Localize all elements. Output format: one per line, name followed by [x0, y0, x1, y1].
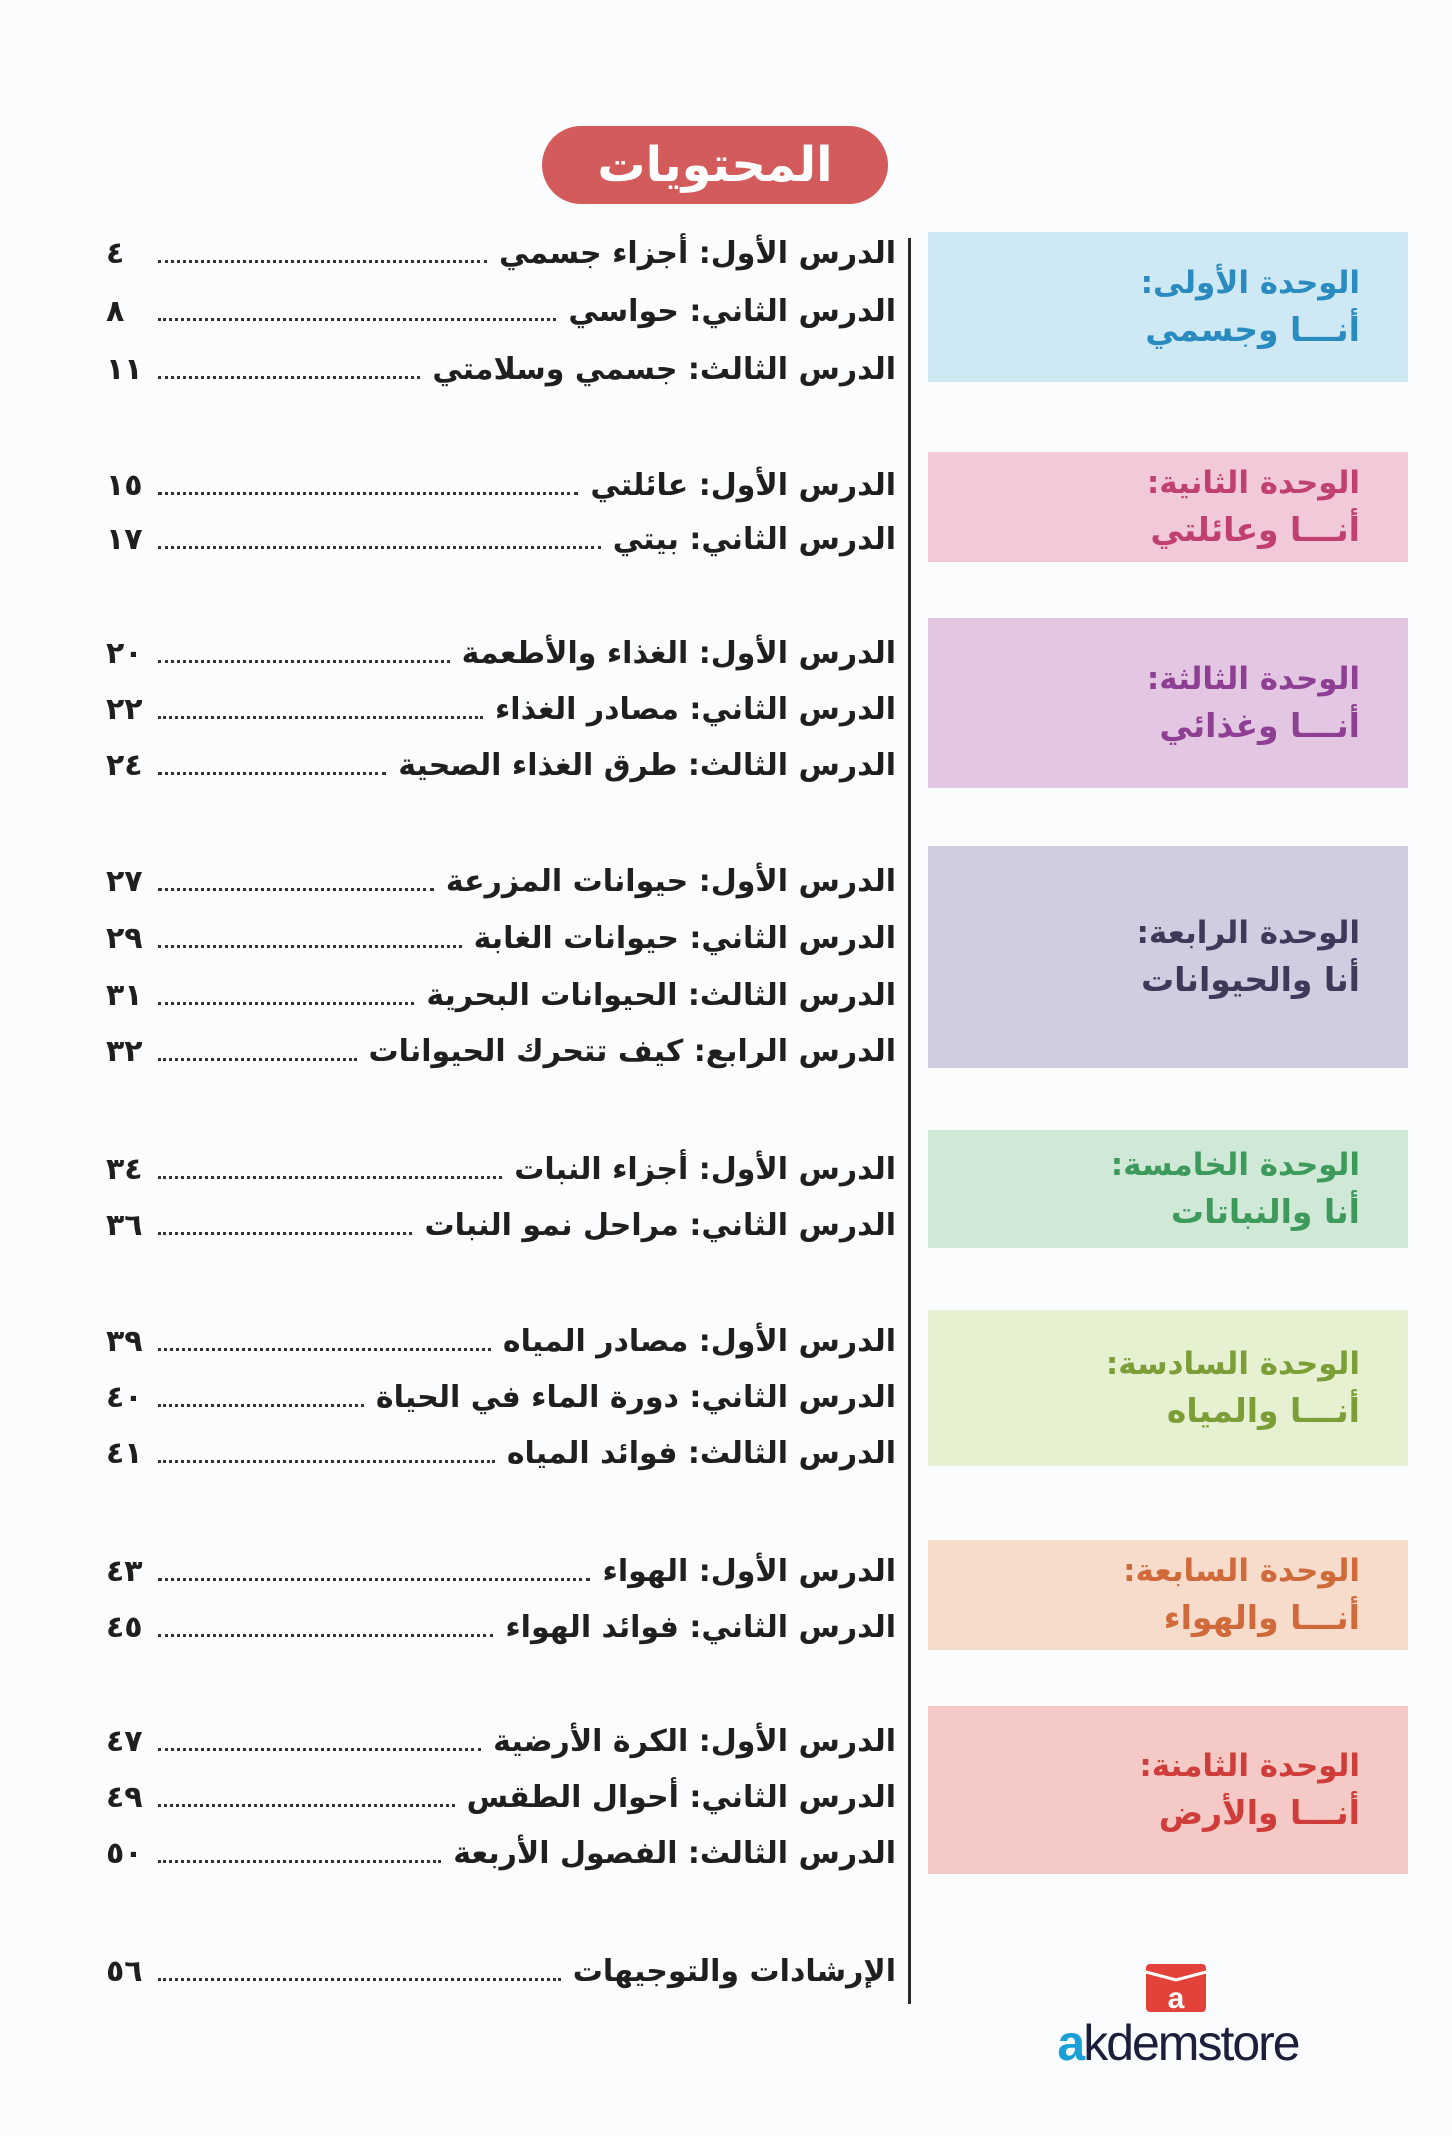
- unit-box: [928, 846, 1408, 1068]
- lesson-entry[interactable]: [106, 1546, 896, 1596]
- lesson-label: الدرس الأول: الكرة الأرضية: [493, 1723, 896, 1759]
- logo-glyph: a: [1167, 1982, 1185, 2015]
- unit-subtitle: أنـــا والأرض: [1158, 1793, 1360, 1832]
- page-number: ٢٧: [106, 863, 143, 899]
- page-number: ٥٦: [106, 1953, 143, 1989]
- dot-leader: [158, 1002, 414, 1005]
- dot-leader: [158, 1404, 364, 1407]
- lesson-label: الدرس الثالث: جسمي وسلامتي: [432, 351, 896, 387]
- dot-leader: [158, 888, 434, 891]
- page-number: ٢٤: [106, 747, 143, 783]
- unit-box: [928, 618, 1408, 788]
- lesson-entry[interactable]: [106, 228, 896, 278]
- lesson-entry[interactable]: [106, 1200, 896, 1250]
- lesson-entry[interactable]: [106, 628, 896, 678]
- page-number: ٤٥: [106, 1609, 143, 1645]
- dot-leader: [158, 546, 601, 549]
- lesson-entry[interactable]: [106, 1316, 896, 1366]
- logo-text: akdemstore: [1057, 2015, 1299, 2071]
- lesson-entry[interactable]: [106, 1144, 896, 1194]
- page-number: ٢٩: [106, 920, 143, 956]
- lesson-entry[interactable]: [106, 460, 896, 510]
- lesson-label: الدرس الأول: مصادر المياه: [502, 1323, 896, 1359]
- page-number: ٢٠: [106, 635, 143, 671]
- dot-leader: [158, 1860, 441, 1863]
- unit-name: الوحدة الثامنة:: [1139, 1748, 1360, 1784]
- lesson-label: الدرس الثاني: بيتي: [612, 521, 896, 557]
- unit-name: الوحدة الرابعة:: [1136, 915, 1360, 951]
- unit-box: [928, 232, 1408, 382]
- column-divider: [908, 238, 911, 2004]
- dot-leader: [158, 945, 462, 948]
- page-number: ٣٤: [106, 1151, 143, 1187]
- lesson-entry[interactable]: [106, 286, 896, 336]
- lesson-entry[interactable]: [106, 344, 896, 394]
- dot-leader: [158, 1348, 491, 1351]
- page-number: ٤٣: [106, 1553, 143, 1589]
- lesson-label: الدرس الأول: الهواء: [602, 1553, 896, 1589]
- lesson-entry[interactable]: [106, 1428, 896, 1478]
- lesson-entry[interactable]: [106, 1716, 896, 1766]
- lesson-label: الدرس الثاني: مراحل نمو النبات: [424, 1207, 896, 1243]
- dot-leader: [158, 318, 556, 321]
- dot-leader: [158, 1978, 561, 1981]
- book-icon: [1028, 1950, 1328, 2020]
- lesson-entry[interactable]: [106, 913, 896, 963]
- page-number: ٣١: [106, 977, 143, 1013]
- dot-leader: [158, 660, 450, 663]
- dot-leader: [158, 1460, 495, 1463]
- page-number: ٤: [106, 235, 125, 271]
- lesson-entry[interactable]: [106, 970, 896, 1020]
- page-number: ٥٠: [106, 1835, 143, 1871]
- dot-leader: [158, 1804, 455, 1807]
- unit-box: [928, 452, 1408, 562]
- page-title: المحتويات: [542, 126, 888, 204]
- page-number: ١١: [106, 351, 143, 387]
- lesson-entry[interactable]: [106, 1372, 896, 1422]
- dot-leader: [158, 1578, 590, 1581]
- unit-subtitle: أنـــا وغذائي: [1159, 706, 1360, 745]
- lesson-entry[interactable]: [106, 740, 896, 790]
- lesson-label: الدرس الأول: عائلتي: [590, 467, 896, 503]
- lesson-label: الدرس الثاني: أحوال الطقس: [466, 1779, 896, 1815]
- unit-name: الوحدة الخامسة:: [1110, 1147, 1360, 1183]
- dot-leader: [158, 376, 420, 379]
- unit-box: [928, 1130, 1408, 1248]
- unit-subtitle: أنـــا والمياه: [1166, 1391, 1360, 1430]
- unit-subtitle: أنا والنباتات: [1170, 1192, 1360, 1231]
- dot-leader: [158, 1634, 493, 1637]
- lesson-entry[interactable]: [106, 1602, 896, 1652]
- page-number: ١٧: [106, 521, 143, 557]
- lesson-label: الدرس الثاني: حواسي: [568, 293, 896, 329]
- unit-subtitle: أنا والحيوانات: [1141, 960, 1360, 999]
- akdemstore-logo: [1028, 1950, 1328, 2070]
- lesson-entry[interactable]: [106, 1828, 896, 1878]
- page-number: ٣٩: [106, 1323, 143, 1359]
- unit-name: الوحدة السابعة:: [1123, 1553, 1360, 1589]
- unit-name: الوحدة السادسة:: [1105, 1346, 1360, 1382]
- page-number: ٨: [106, 293, 125, 329]
- dot-leader: [158, 260, 487, 263]
- dot-leader: [158, 716, 483, 719]
- page-number: ٤١: [106, 1435, 143, 1471]
- unit-box: [928, 1540, 1408, 1650]
- unit-box: [928, 1706, 1408, 1874]
- unit-subtitle: أنـــا والهواء: [1163, 1598, 1360, 1637]
- lesson-entry[interactable]: [106, 1026, 896, 1076]
- lesson-label: الدرس الثاني: دورة الماء في الحياة: [375, 1379, 896, 1415]
- lesson-label: الدرس الثالث: طرق الغذاء الصحية: [398, 747, 896, 783]
- lesson-label: الدرس الأول: أجزاء جسمي: [499, 235, 896, 271]
- lesson-label: الدرس الأول: حيوانات المزرعة: [445, 863, 896, 899]
- lesson-label: الدرس الثالث: الحيوانات البحرية: [426, 977, 896, 1013]
- page-number: ٤٧: [106, 1723, 143, 1759]
- dot-leader: [158, 1232, 412, 1235]
- guidelines-entry[interactable]: [106, 1946, 896, 1996]
- page-number: ٢٢: [106, 691, 143, 727]
- page-number: ٣٦: [106, 1207, 143, 1243]
- lesson-label: الدرس الثاني: حيوانات الغابة: [473, 920, 896, 956]
- dot-leader: [158, 492, 578, 495]
- page-number: ٤٠: [106, 1379, 143, 1415]
- page-number: ٣٢: [106, 1033, 143, 1069]
- unit-name: الوحدة الأولى:: [1140, 265, 1360, 301]
- dot-leader: [158, 1748, 481, 1751]
- lesson-label: الدرس الثاني: فوائد الهواء: [505, 1609, 896, 1645]
- lesson-label: الدرس الأول: الغذاء والأطعمة: [461, 635, 896, 671]
- lesson-label: الدرس الثالث: فوائد المياه: [506, 1435, 896, 1471]
- lesson-label: الدرس الثاني: مصادر الغذاء: [494, 691, 896, 727]
- unit-subtitle: أنـــا وجسمي: [1145, 310, 1360, 349]
- unit-box: [928, 1310, 1408, 1466]
- dot-leader: [158, 1058, 357, 1061]
- unit-subtitle: أنـــا وعائلتي: [1150, 510, 1360, 549]
- unit-name: الوحدة الثانية:: [1146, 465, 1360, 501]
- dot-leader: [158, 772, 386, 775]
- dot-leader: [158, 1176, 502, 1179]
- lesson-entry[interactable]: [106, 856, 896, 906]
- unit-name: الوحدة الثالثة:: [1146, 661, 1360, 697]
- lesson-label: الدرس الثالث: الفصول الأربعة: [453, 1835, 896, 1871]
- lesson-entry[interactable]: [106, 514, 896, 564]
- guidelines-label: الإرشادات والتوجيهات: [572, 1953, 896, 1989]
- lesson-label: الدرس الرابع: كيف تتحرك الحيوانات: [368, 1033, 896, 1069]
- lesson-entry[interactable]: [106, 684, 896, 734]
- lesson-entry[interactable]: [106, 1772, 896, 1822]
- page-number: ١٥: [106, 467, 143, 503]
- lesson-label: الدرس الأول: أجزاء النبات: [514, 1151, 896, 1187]
- page-number: ٤٩: [106, 1779, 143, 1815]
